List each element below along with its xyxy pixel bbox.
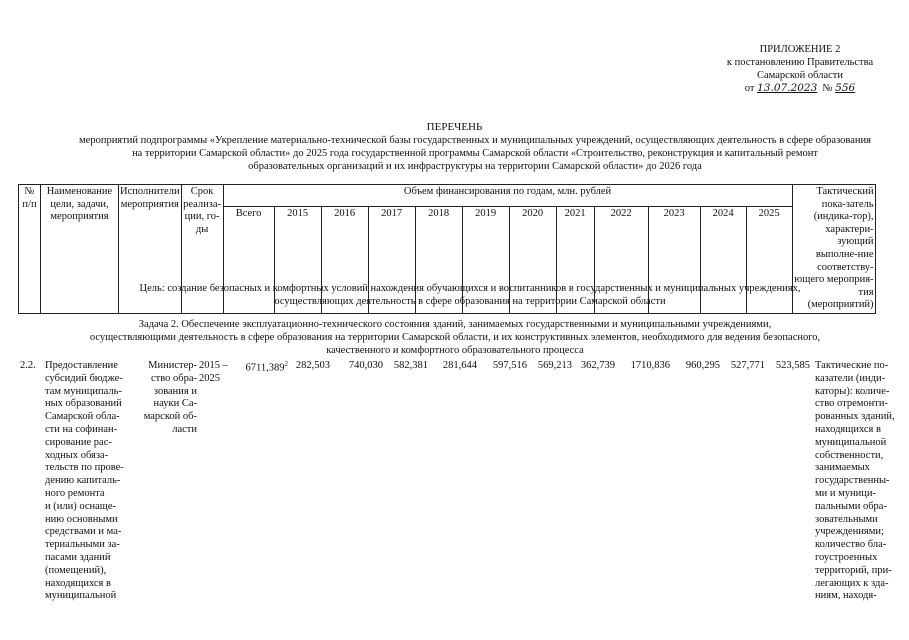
name-line: ходных обяза- xyxy=(45,449,109,461)
name-line: и (или) оснаще- xyxy=(45,500,117,512)
row-value-year: 740,030 xyxy=(348,360,383,371)
name-line: пасами зданий xyxy=(45,551,111,563)
executor-line: марской об- xyxy=(143,411,197,423)
subtitle-line: образовательных организаций и их инфраструктуры на территории Самарской области» до 2026 года xyxy=(248,160,702,172)
goal-text xyxy=(120,283,820,309)
name-line: ных образований xyxy=(45,398,122,410)
header-year: 2024 xyxy=(700,206,746,313)
handwritten-number: 556 xyxy=(835,82,856,95)
row-value-year: 281,644 xyxy=(442,360,477,371)
row-value-year: 362,739 xyxy=(580,360,615,371)
indicator-line: ство отремонти- xyxy=(815,398,888,410)
header-year: 2025 xyxy=(746,206,792,313)
header-year: 2015 xyxy=(274,206,321,313)
header-name: Наименование цели, задачи, мероприятия xyxy=(41,185,119,314)
header-year: 2019 xyxy=(462,206,509,313)
row-value-year: 282,503 xyxy=(295,360,330,371)
indicator-line: казатели (инди- xyxy=(815,372,886,384)
header-term: Срок реализа-ции, го-ды xyxy=(181,185,223,314)
term-line: 2025 xyxy=(199,372,220,384)
header-year: 2017 xyxy=(368,206,415,313)
header-year: 2020 xyxy=(509,206,556,313)
page-subtitle xyxy=(60,135,890,173)
indicator-line: занимаемых xyxy=(815,462,870,474)
indicator-line: ниям, находя- xyxy=(815,590,877,602)
row-value-year: 1710,836 xyxy=(630,360,670,371)
indicator-line: учреждениями; xyxy=(815,526,884,538)
header-indicator: Тактический пока-затель (индика-тор), характери-зующий выполне-ние соответству-ющего мероприя-тия (мероприятий) xyxy=(792,185,875,314)
row-value-year: 523,585 xyxy=(775,360,810,371)
row-value-year: 960,295 xyxy=(685,360,720,371)
row-indicator xyxy=(815,360,899,603)
goal-line: Цель: создание безопасных и комфортных условий нахождения обучающихся и воспитанников в государственных и муниципальных учреждениях, xyxy=(139,283,801,294)
executor-line: Министер- xyxy=(148,360,197,371)
indicator-line: находящихся в xyxy=(815,423,881,435)
goal-line: осуществляющих деятельность в сфере образования на территории Самарской области xyxy=(274,295,666,307)
indicator-line: гоустроенных xyxy=(815,551,878,563)
appendix-line: к постановлению Правительства xyxy=(726,56,874,68)
name-line: сирование рас- xyxy=(45,436,112,448)
row-value-year: 569,213 xyxy=(537,360,572,371)
name-line: субсидий бюдже- xyxy=(45,372,123,384)
row-value-year: 582,381 xyxy=(393,360,428,371)
task-line: осуществляющими деятельность в сфере образования на территории Самарской области, и их конструктивных элементов, необходимого для ведения безопасного, xyxy=(89,331,821,343)
name-line: средствами и ма- xyxy=(45,526,122,538)
row-value-year: 527,771 xyxy=(730,360,765,371)
row-num: 2.2. xyxy=(20,360,36,371)
task-text xyxy=(60,319,850,357)
indicator-line: зовательными xyxy=(815,513,878,525)
header-total: Всего xyxy=(223,206,274,313)
indicator-line: Тактические по- xyxy=(815,360,889,371)
row-term xyxy=(199,360,239,386)
header-executors: Исполнители мероприятия xyxy=(119,185,182,314)
task-line: качественного и комфортного образовательного процесса xyxy=(326,344,584,356)
name-line: Самарской обла- xyxy=(45,411,120,423)
name-line: Предоставление xyxy=(45,360,118,371)
name-line: дению капиталь- xyxy=(45,475,121,487)
header-year: 2021 xyxy=(556,206,594,313)
handwritten-date: 13.07.2023 xyxy=(757,82,818,95)
indicator-line: легающих к зда- xyxy=(815,577,889,589)
name-line: находящихся в xyxy=(45,577,111,589)
indicator-line: территорий, при- xyxy=(815,564,892,576)
header-year: 2022 xyxy=(594,206,648,313)
name-line: муниципальной xyxy=(45,590,117,602)
row-name xyxy=(45,360,129,603)
header-num: № п/п xyxy=(19,185,41,314)
header-year: 2016 xyxy=(321,206,368,313)
executor-line: науки Са- xyxy=(153,398,197,410)
indicator-line: ми и муници- xyxy=(815,487,877,499)
name-line: сти на софинан- xyxy=(45,423,118,435)
name-line: ного ремонта xyxy=(45,487,105,499)
appendix-date-line xyxy=(700,82,900,96)
indicator-line: государственны- xyxy=(815,475,890,487)
indicator-line: количество бла- xyxy=(815,539,887,551)
number-prefix: № xyxy=(822,83,833,95)
name-line: нию основными xyxy=(45,513,118,525)
name-line: тельств по прове- xyxy=(45,462,124,474)
date-prefix: от xyxy=(744,83,755,95)
name-line: (помещений), xyxy=(45,564,107,576)
appendix-block xyxy=(700,44,900,96)
row-executors xyxy=(139,360,197,437)
row-value-year: 597,516 xyxy=(492,360,527,371)
appendix-line: Самарской области xyxy=(757,69,843,81)
executor-line: ласти xyxy=(172,423,197,435)
executor-line: ство обра- xyxy=(150,372,197,384)
appendix-title: ПРИЛОЖЕНИЕ 2 xyxy=(759,44,841,55)
name-line: там муниципаль- xyxy=(45,385,122,397)
indicator-line: собственности, xyxy=(815,449,884,461)
header-funding: Объем финансирования по годам, млн. рублей xyxy=(223,185,792,207)
indicator-line: муниципальной xyxy=(815,436,887,448)
page-title: ПЕРЕЧЕНЬ xyxy=(426,121,483,133)
indicator-line: каторы): количе- xyxy=(815,385,890,397)
row-total: 6711,389$^2$ xyxy=(245,360,288,374)
subtitle-line: мероприятий подпрограммы «Укрепление материально-технической базы государственных и муниципальных учреждений, осуществляющих деятельность в сфере образования xyxy=(79,135,871,146)
header-year: 2023 xyxy=(648,206,700,313)
indicator-line: пальными обра- xyxy=(815,500,887,512)
header-year: 2018 xyxy=(415,206,462,313)
executor-line: зования и xyxy=(153,385,197,397)
indicator-line: рованных зданий, xyxy=(815,411,895,423)
name-line: териальными за- xyxy=(45,539,120,551)
subtitle-line: на территории Самарской области» до 2025 года государственной программы Самарской области «Строительство, реконструкция и капитальный ремонт xyxy=(132,147,818,159)
task-line: Задача 2. Обеспечение эксплуатационно-технического состояния зданий, занимаемых государственными и муниципальными учреждениями, xyxy=(138,319,772,330)
term-line: 2015 – xyxy=(199,360,228,371)
